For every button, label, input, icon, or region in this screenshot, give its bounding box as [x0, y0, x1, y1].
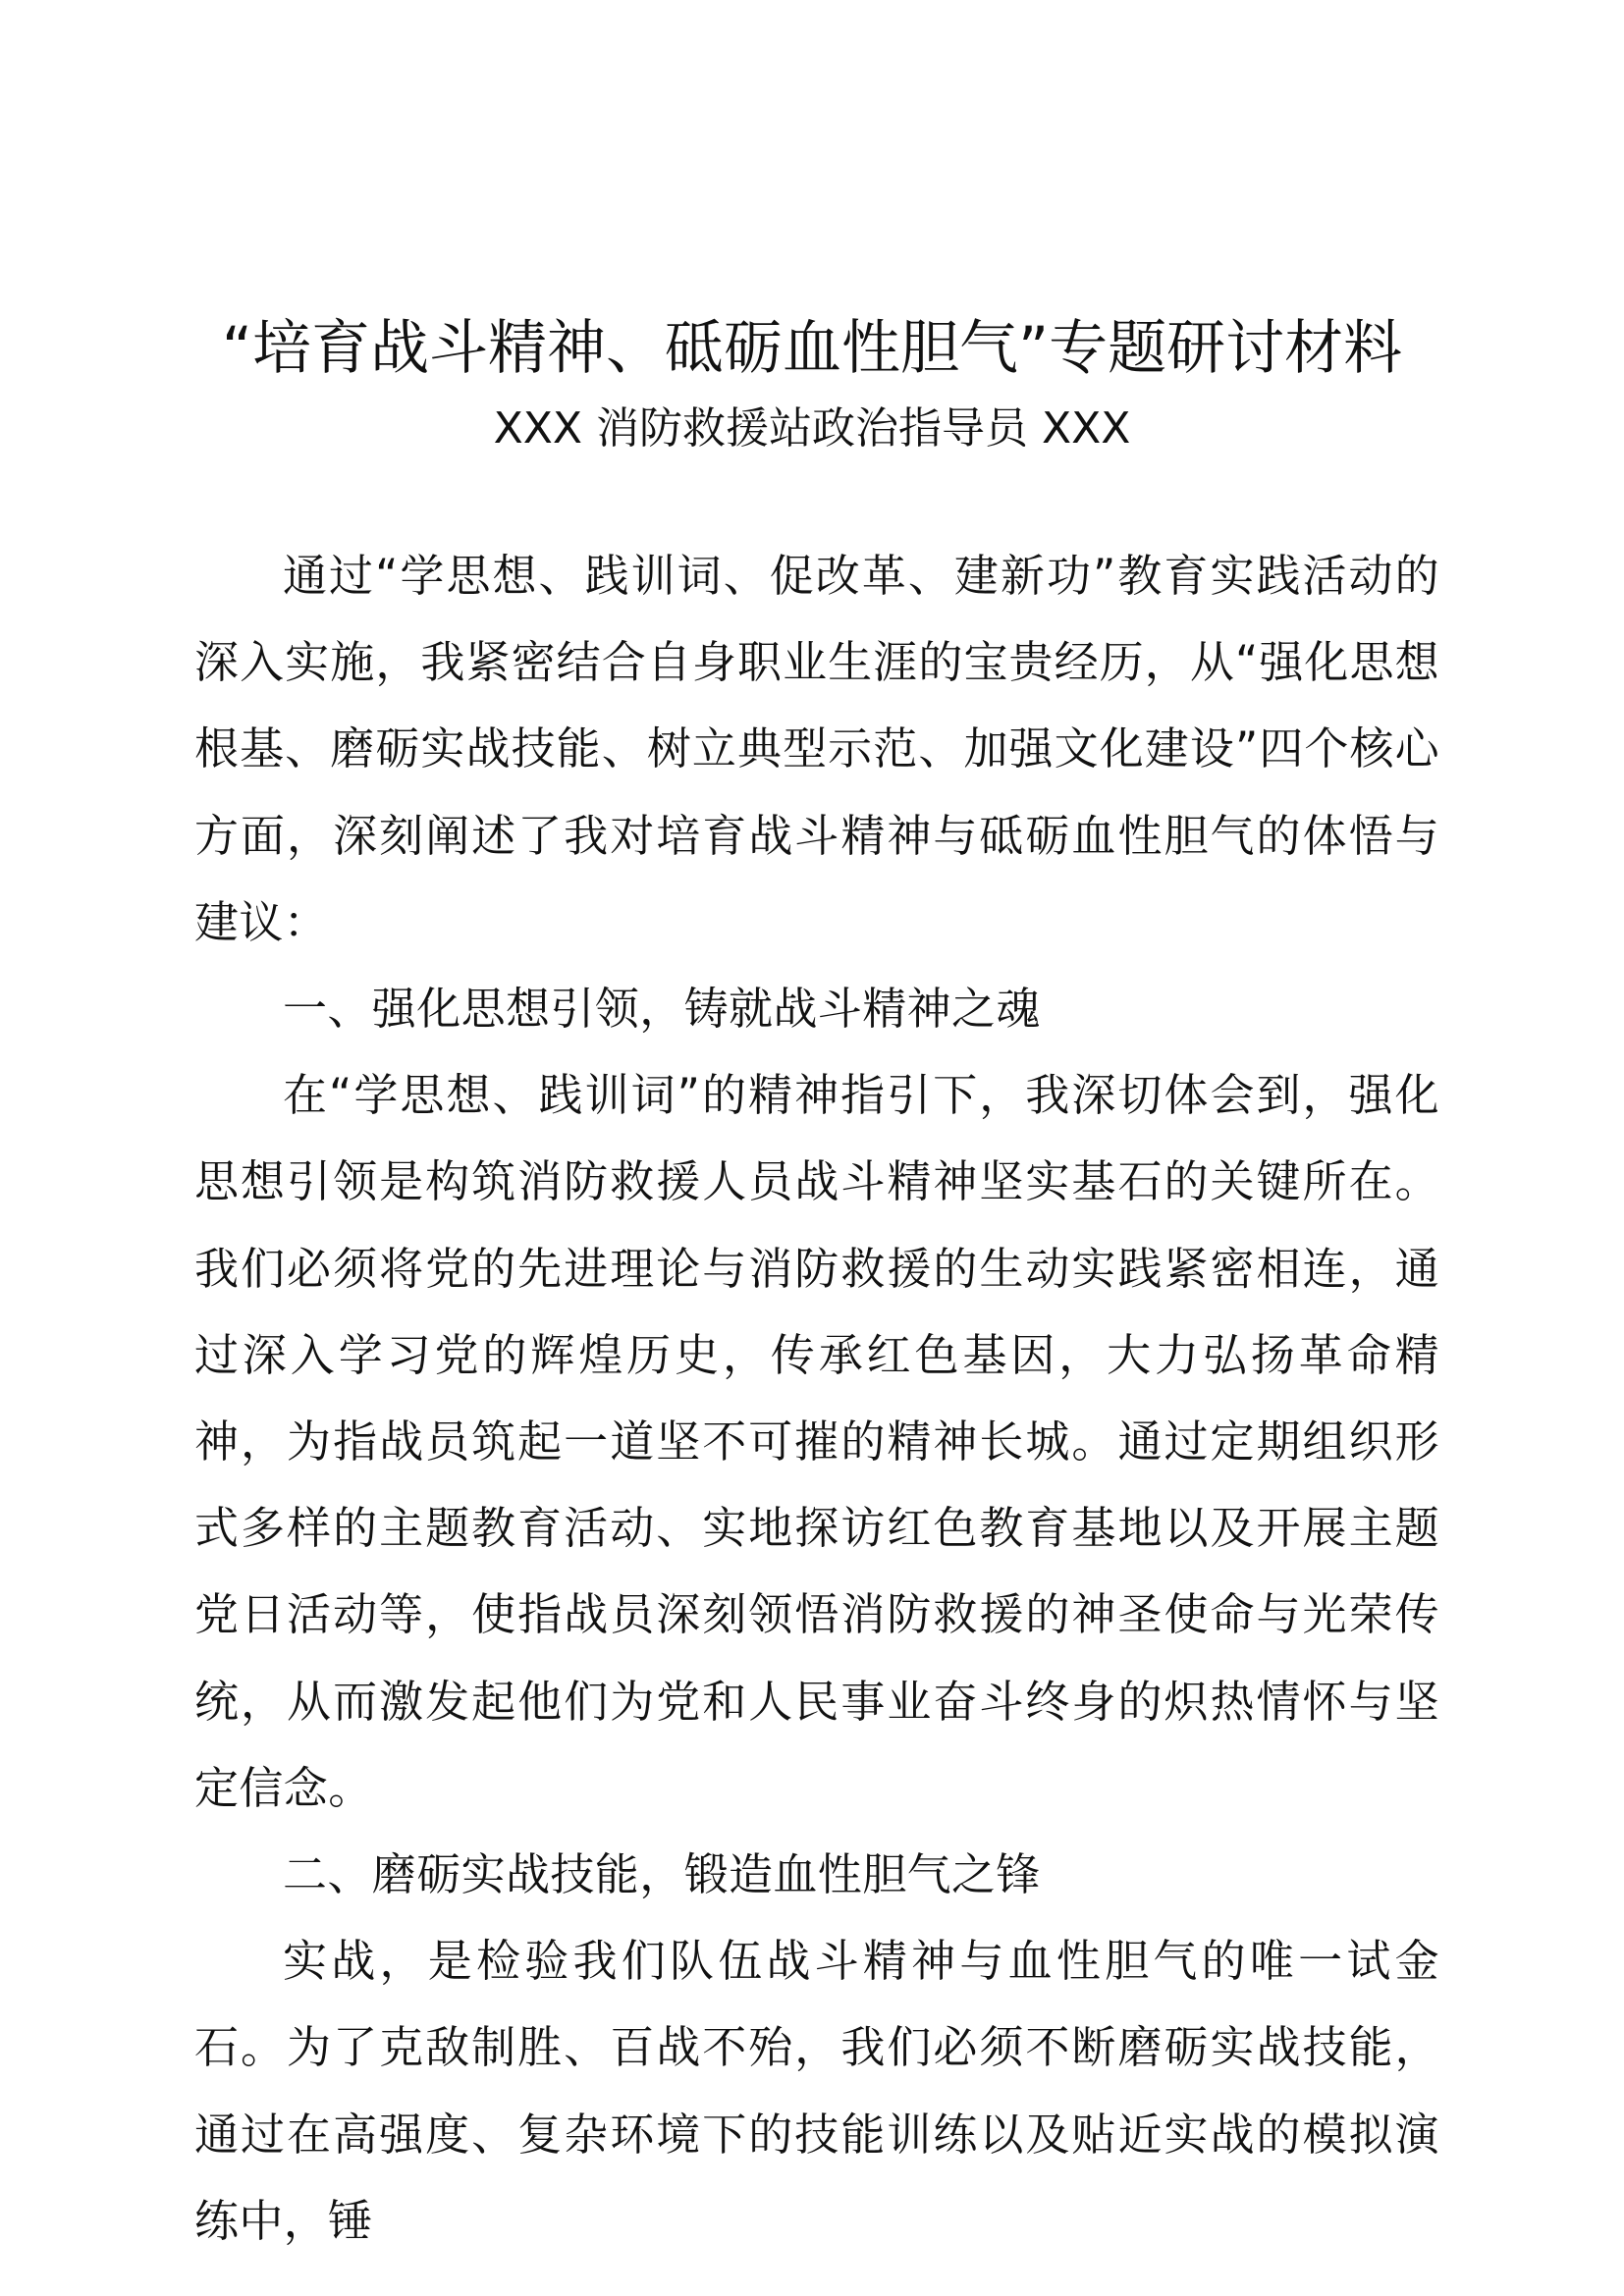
section-heading-1: 一、强化思想引领，铸就战斗精神之魂 [283, 983, 1041, 1036]
section-paragraph-2: 实战，是检验我们队伍战斗精神与血性胆气的唯一试金石。为了克敌制胜、百战不殆，我们必须不断磨砺实战技能，通过在高强度、复杂环境下的技能训练以及贴近实战的模拟演练中，锤 [194, 1935, 1439, 2247]
document-title: “培育战斗精神、砥砺血性胆气”专题研讨材料 [221, 314, 1403, 383]
intro-paragraph: 通过“学思想、践训词、促改革、建新功”教育实践活动的深入实施，我紧密结合自身职业生涯的宝贵经历，从“强化思想根基、磨砺实战技能、树立典型示范、加强文化建设”四个核心方面，深刻阐述了我对培育战斗精神与砥砺血性胆气的体悟与建议： [194, 550, 1439, 948]
author-byline: XXX 消防救援站政治指导员 XXX [493, 403, 1131, 454]
section-heading-2: 二、磨砺实战技能，锻造血性胆气之锋 [283, 1848, 1041, 1901]
document-body [194, 533, 1439, 2265]
section-paragraph-1: 在“学思想、践训词”的精神指引下，我深切体会到，强化思想引领是构筑消防救援人员战斗精神坚实基石的关键所在。我们必须将党的先进理论与消防救援的生动实践紧密相连，通过深入学习党的辉煌历史，传承红色基因，大力弘扬革命精神，为指战员筑起一道坚不可摧的精神长城。通过定期组织形式多样的主题教育活动、实地探访红色教育基地以及开展主题党日活动等，使指战员深刻领悟消防救援的神圣使命与光荣传统，从而激发起他们为党和人民事业奋斗终身的炽热情怀与坚定信念。 [194, 1069, 1439, 1814]
